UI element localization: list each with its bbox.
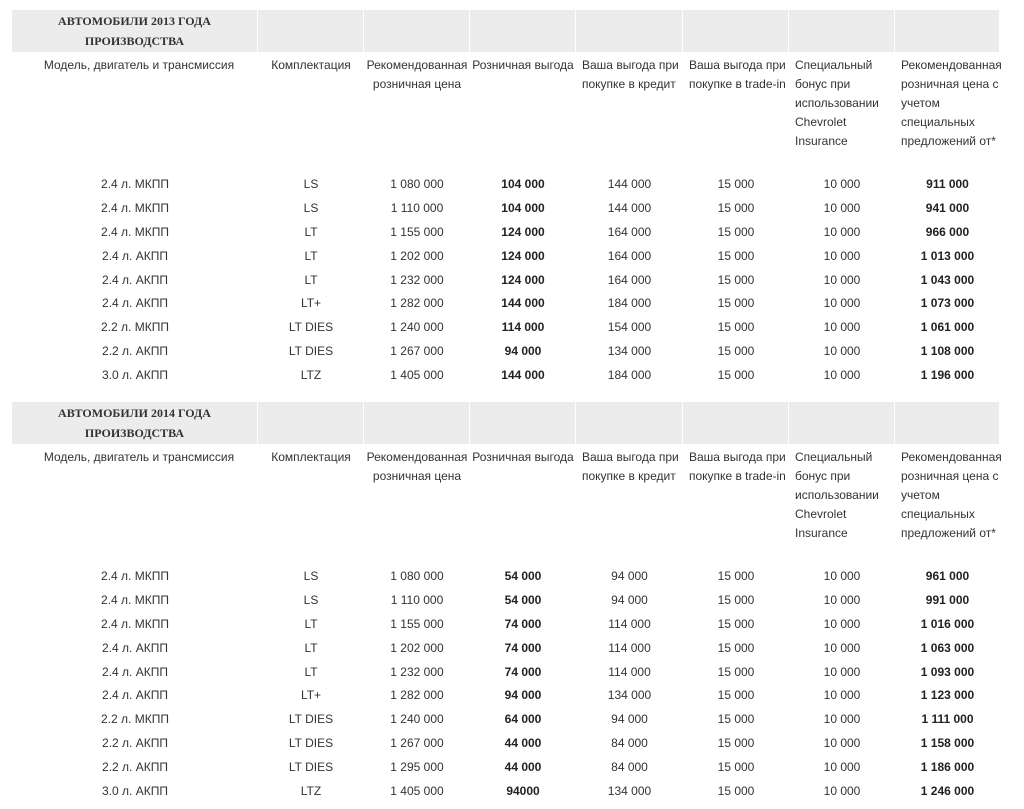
- cell-model: 2.4 л. МКПП: [101, 592, 169, 607]
- cell-model: 2.4 л. АКПП: [102, 688, 168, 703]
- column-header-trim: Комплектация: [271, 450, 351, 464]
- section-title: АВТОМОБИЛИ 2014 ГОДА ПРОИЗВОДСТВА: [12, 402, 258, 444]
- cell-rrp: 1 405 000: [390, 783, 444, 798]
- cell-model: 3.0 л. АКПП: [102, 368, 168, 383]
- cell-model: 3.0 л. АКПП: [102, 783, 168, 798]
- cell-model: 2.2 л. АКПП: [102, 760, 168, 775]
- cell-credit-benefit: 154 000: [607, 320, 652, 335]
- column-header-final-price: Рекомендованная розничная цена с учетом специальных предложений от*: [901, 450, 1002, 540]
- column-header-insurance-bonus: Специальный бонус при использовании Chevrolet Insurance: [795, 450, 879, 540]
- cell-trim: LTZ: [300, 783, 322, 798]
- cell-credit-benefit: 114 000: [608, 640, 651, 655]
- cell-model: 2.2 л. АКПП: [102, 736, 168, 751]
- cell-insurance-bonus: 10 000: [823, 320, 861, 335]
- cell-credit-benefit: 94 000: [611, 712, 648, 727]
- cell-model: 2.4 л. МКПП: [101, 200, 169, 215]
- cell-trim: LT: [304, 272, 318, 287]
- cell-insurance-bonus: 10 000: [823, 368, 861, 383]
- cell-model: 2.2 л. МКПП: [101, 320, 169, 335]
- cell-trim: LT: [304, 640, 318, 655]
- cell-final-price: 966 000: [925, 224, 970, 239]
- cell-tradein-benefit: 15 000: [717, 640, 755, 655]
- column-header-tradein-benefit: Ваша выгода при покупке в trade-in: [689, 58, 786, 91]
- column-header-retail-benefit: Розничная выгода: [472, 450, 574, 464]
- cell-final-price: 1 016 000: [920, 616, 975, 631]
- cell-credit-benefit: 134 000: [607, 688, 652, 703]
- cell-rrp: 1 282 000: [390, 296, 444, 311]
- cell-trim: LT: [304, 664, 318, 679]
- cell-rrp: 1 267 000: [390, 736, 444, 751]
- cell-retail-benefit: 104 000: [501, 200, 545, 215]
- cell-retail-benefit: 54 000: [504, 568, 542, 583]
- cell-trim: LT DIES: [288, 736, 334, 751]
- column-header-row: [12, 444, 1000, 564]
- cell-final-price: 1 073 000: [920, 296, 975, 311]
- cell-credit-benefit: 144 000: [607, 200, 652, 215]
- cell-retail-benefit: 94000: [506, 783, 540, 798]
- cell-model: 2.2 л. АКПП: [102, 344, 168, 359]
- cell-tradein-benefit: 15 000: [717, 224, 755, 239]
- cell-credit-benefit: 184 000: [607, 368, 652, 383]
- cell-tradein-benefit: 15 000: [717, 296, 755, 311]
- cell-final-price: 1 158 000: [920, 736, 975, 751]
- cell-retail-benefit: 124 000: [501, 272, 545, 287]
- cell-trim: LT DIES: [288, 712, 334, 727]
- table-row: [12, 196, 1000, 220]
- cell-retail-benefit: 44 000: [504, 736, 542, 751]
- column-header-rrp: Рекомендованная розничная цена: [366, 450, 468, 483]
- cell-tradein-benefit: 15 000: [717, 272, 755, 287]
- cell-rrp: 1 295 000: [390, 760, 444, 775]
- cell-rrp: 1 155 000: [390, 224, 444, 239]
- table-row: [12, 755, 1000, 779]
- cell-retail-benefit: 124 000: [501, 248, 545, 263]
- cell-credit-benefit: 114 000: [608, 664, 651, 679]
- cell-rrp: 1 267 000: [390, 344, 444, 359]
- table-row: [12, 779, 1000, 803]
- cell-credit-benefit: 134 000: [607, 344, 652, 359]
- cell-retail-benefit: 124 000: [501, 224, 545, 239]
- cell-tradein-benefit: 15 000: [717, 248, 755, 263]
- table-row: [12, 612, 1000, 636]
- table-row: [12, 564, 1000, 588]
- section-title-row: [12, 402, 1000, 444]
- column-header-credit-benefit: Ваша выгода при покупке в кредит: [582, 450, 679, 483]
- cell-insurance-bonus: 10 000: [823, 272, 861, 287]
- cell-model: 2.4 л. АКПП: [102, 296, 168, 311]
- cell-final-price: 1 043 000: [920, 272, 975, 287]
- column-header-model: Модель, двигатель и трансмиссия: [43, 58, 235, 72]
- cell-credit-benefit: 164 000: [607, 272, 652, 287]
- table-row: [12, 220, 1000, 244]
- cell-insurance-bonus: 10 000: [823, 712, 861, 727]
- cell-insurance-bonus: 10 000: [823, 616, 861, 631]
- table-row: [12, 315, 1000, 339]
- price-table-2014: [12, 402, 1000, 803]
- cell-rrp: 1 155 000: [390, 616, 444, 631]
- cell-rrp: 1 080 000: [390, 176, 444, 191]
- cell-trim: LT+: [300, 688, 322, 703]
- cell-insurance-bonus: 10 000: [823, 664, 861, 679]
- cell-retail-benefit: 144 000: [501, 368, 545, 383]
- cell-credit-benefit: 84 000: [611, 760, 648, 775]
- cell-credit-benefit: 134 000: [607, 783, 652, 798]
- table-body: [12, 564, 1000, 803]
- cell-trim: LT: [304, 224, 318, 239]
- cell-credit-benefit: 94 000: [611, 568, 648, 583]
- cell-rrp: 1 110 000: [390, 200, 444, 215]
- column-header-final-price: Рекомендованная розничная цена с учетом специальных предложений от*: [901, 58, 1002, 148]
- column-header-insurance-bonus: Специальный бонус при использовании Chevrolet Insurance: [795, 58, 879, 148]
- column-header-rrp: Рекомендованная розничная цена: [366, 58, 468, 91]
- cell-rrp: 1 282 000: [390, 688, 444, 703]
- cell-final-price: 961 000: [925, 568, 970, 583]
- cell-insurance-bonus: 10 000: [823, 592, 861, 607]
- cell-rrp: 1 240 000: [390, 320, 444, 335]
- cell-model: 2.4 л. АКПП: [102, 640, 168, 655]
- cell-tradein-benefit: 15 000: [717, 200, 755, 215]
- cell-tradein-benefit: 15 000: [717, 568, 755, 583]
- cell-insurance-bonus: 10 000: [823, 296, 861, 311]
- cell-final-price: 991 000: [925, 592, 970, 607]
- cell-final-price: 941 000: [925, 200, 970, 215]
- cell-model: 2.4 л. АКПП: [102, 272, 168, 287]
- cell-retail-benefit: 54 000: [504, 592, 542, 607]
- cell-final-price: 1 013 000: [920, 248, 975, 263]
- cell-model: 2.4 л. МКПП: [101, 176, 169, 191]
- cell-tradein-benefit: 15 000: [717, 344, 755, 359]
- cell-insurance-bonus: 10 000: [823, 200, 861, 215]
- cell-tradein-benefit: 15 000: [717, 712, 755, 727]
- cell-model: 2.4 л. МКПП: [101, 616, 169, 631]
- cell-final-price: 1 111 000: [921, 712, 974, 727]
- cell-retail-benefit: 44 000: [504, 760, 542, 775]
- cell-trim: LT: [304, 616, 318, 631]
- cell-trim: LT+: [300, 296, 322, 311]
- cell-retail-benefit: 94 000: [504, 344, 542, 359]
- section-title: АВТОМОБИЛИ 2013 ГОДА ПРОИЗВОДСТВА: [12, 10, 258, 52]
- cell-final-price: 1 108 000: [920, 344, 975, 359]
- cell-tradein-benefit: 15 000: [717, 664, 755, 679]
- cell-retail-benefit: 64 000: [504, 712, 542, 727]
- cell-insurance-bonus: 10 000: [823, 248, 861, 263]
- cell-insurance-bonus: 10 000: [823, 783, 861, 798]
- cell-model: 2.4 л. МКПП: [101, 224, 169, 239]
- cell-rrp: 1 110 000: [390, 592, 444, 607]
- cell-tradein-benefit: 15 000: [717, 736, 755, 751]
- cell-insurance-bonus: 10 000: [823, 568, 861, 583]
- cell-final-price: 911 000: [926, 176, 969, 191]
- cell-final-price: 1 063 000: [920, 640, 975, 655]
- cell-credit-benefit: 184 000: [607, 296, 652, 311]
- table-row: [12, 588, 1000, 612]
- cell-credit-benefit: 84 000: [611, 736, 648, 751]
- cell-credit-benefit: 114 000: [608, 616, 651, 631]
- table-row: [12, 683, 1000, 707]
- cell-rrp: 1 202 000: [390, 248, 444, 263]
- cell-insurance-bonus: 10 000: [823, 344, 861, 359]
- cell-trim: LT DIES: [288, 344, 334, 359]
- cell-trim: LS: [303, 200, 319, 215]
- cell-model: 2.2 л. МКПП: [101, 712, 169, 727]
- table-row: [12, 244, 1000, 268]
- cell-model: 2.4 л. АКПП: [102, 664, 168, 679]
- table-row: [12, 636, 1000, 660]
- cell-rrp: 1 080 000: [390, 568, 444, 583]
- cell-rrp: 1 405 000: [390, 368, 444, 383]
- cell-retail-benefit: 104 000: [501, 176, 545, 191]
- cell-insurance-bonus: 10 000: [823, 176, 861, 191]
- cell-final-price: 1 093 000: [920, 664, 975, 679]
- cell-retail-benefit: 74 000: [504, 640, 542, 655]
- table-row: [12, 172, 1000, 196]
- cell-final-price: 1 061 000: [920, 320, 975, 335]
- cell-credit-benefit: 94 000: [611, 592, 648, 607]
- cell-trim: LS: [303, 568, 319, 583]
- cell-insurance-bonus: 10 000: [823, 688, 861, 703]
- cell-model: 2.4 л. МКПП: [101, 568, 169, 583]
- cell-tradein-benefit: 15 000: [717, 760, 755, 775]
- cell-credit-benefit: 144 000: [607, 176, 652, 191]
- cell-tradein-benefit: 15 000: [717, 176, 755, 191]
- cell-retail-benefit: 94 000: [504, 688, 542, 703]
- cell-insurance-bonus: 10 000: [823, 736, 861, 751]
- cell-credit-benefit: 164 000: [607, 248, 652, 263]
- table-row: [12, 731, 1000, 755]
- table-row: [12, 707, 1000, 731]
- column-header-model: Модель, двигатель и трансмиссия: [43, 450, 235, 464]
- cell-model: 2.4 л. АКПП: [102, 248, 168, 263]
- column-header-credit-benefit: Ваша выгода при покупке в кредит: [582, 58, 679, 91]
- cell-trim: LTZ: [300, 368, 322, 383]
- cell-tradein-benefit: 15 000: [717, 783, 755, 798]
- column-header-retail-benefit: Розничная выгода: [472, 58, 574, 72]
- cell-final-price: 1 246 000: [920, 783, 975, 798]
- cell-rrp: 1 202 000: [390, 640, 444, 655]
- table-row: [12, 660, 1000, 684]
- cell-trim: LT: [304, 248, 318, 263]
- cell-tradein-benefit: 15 000: [717, 320, 755, 335]
- column-header-trim: Комплектация: [271, 58, 351, 72]
- cell-retail-benefit: 74 000: [504, 616, 542, 631]
- cell-tradein-benefit: 15 000: [717, 592, 755, 607]
- cell-insurance-bonus: 10 000: [823, 760, 861, 775]
- price-table-2013: [12, 10, 1000, 387]
- table-row: [12, 291, 1000, 315]
- cell-retail-benefit: 144 000: [501, 296, 545, 311]
- table-row: [12, 363, 1000, 387]
- cell-insurance-bonus: 10 000: [823, 640, 861, 655]
- cell-tradein-benefit: 15 000: [717, 368, 755, 383]
- table-row: [12, 268, 1000, 292]
- cell-final-price: 1 186 000: [920, 760, 975, 775]
- table-body: [12, 172, 1000, 387]
- cell-trim: LT DIES: [288, 760, 334, 775]
- cell-tradein-benefit: 15 000: [717, 616, 755, 631]
- column-header-tradein-benefit: Ваша выгода при покупке в trade-in: [689, 450, 786, 483]
- table-row: [12, 339, 1000, 363]
- cell-trim: LS: [303, 592, 319, 607]
- cell-trim: LS: [303, 176, 319, 191]
- cell-final-price: 1 196 000: [920, 368, 975, 383]
- column-header-row: [12, 52, 1000, 172]
- cell-rrp: 1 232 000: [390, 664, 444, 679]
- cell-credit-benefit: 164 000: [607, 224, 652, 239]
- cell-trim: LT DIES: [288, 320, 334, 335]
- cell-retail-benefit: 114 000: [501, 320, 545, 335]
- cell-final-price: 1 123 000: [920, 688, 975, 703]
- section-title-row: [12, 10, 1000, 52]
- cell-insurance-bonus: 10 000: [823, 224, 861, 239]
- cell-rrp: 1 240 000: [390, 712, 444, 727]
- cell-tradein-benefit: 15 000: [717, 688, 755, 703]
- cell-rrp: 1 232 000: [390, 272, 444, 287]
- cell-retail-benefit: 74 000: [504, 664, 542, 679]
